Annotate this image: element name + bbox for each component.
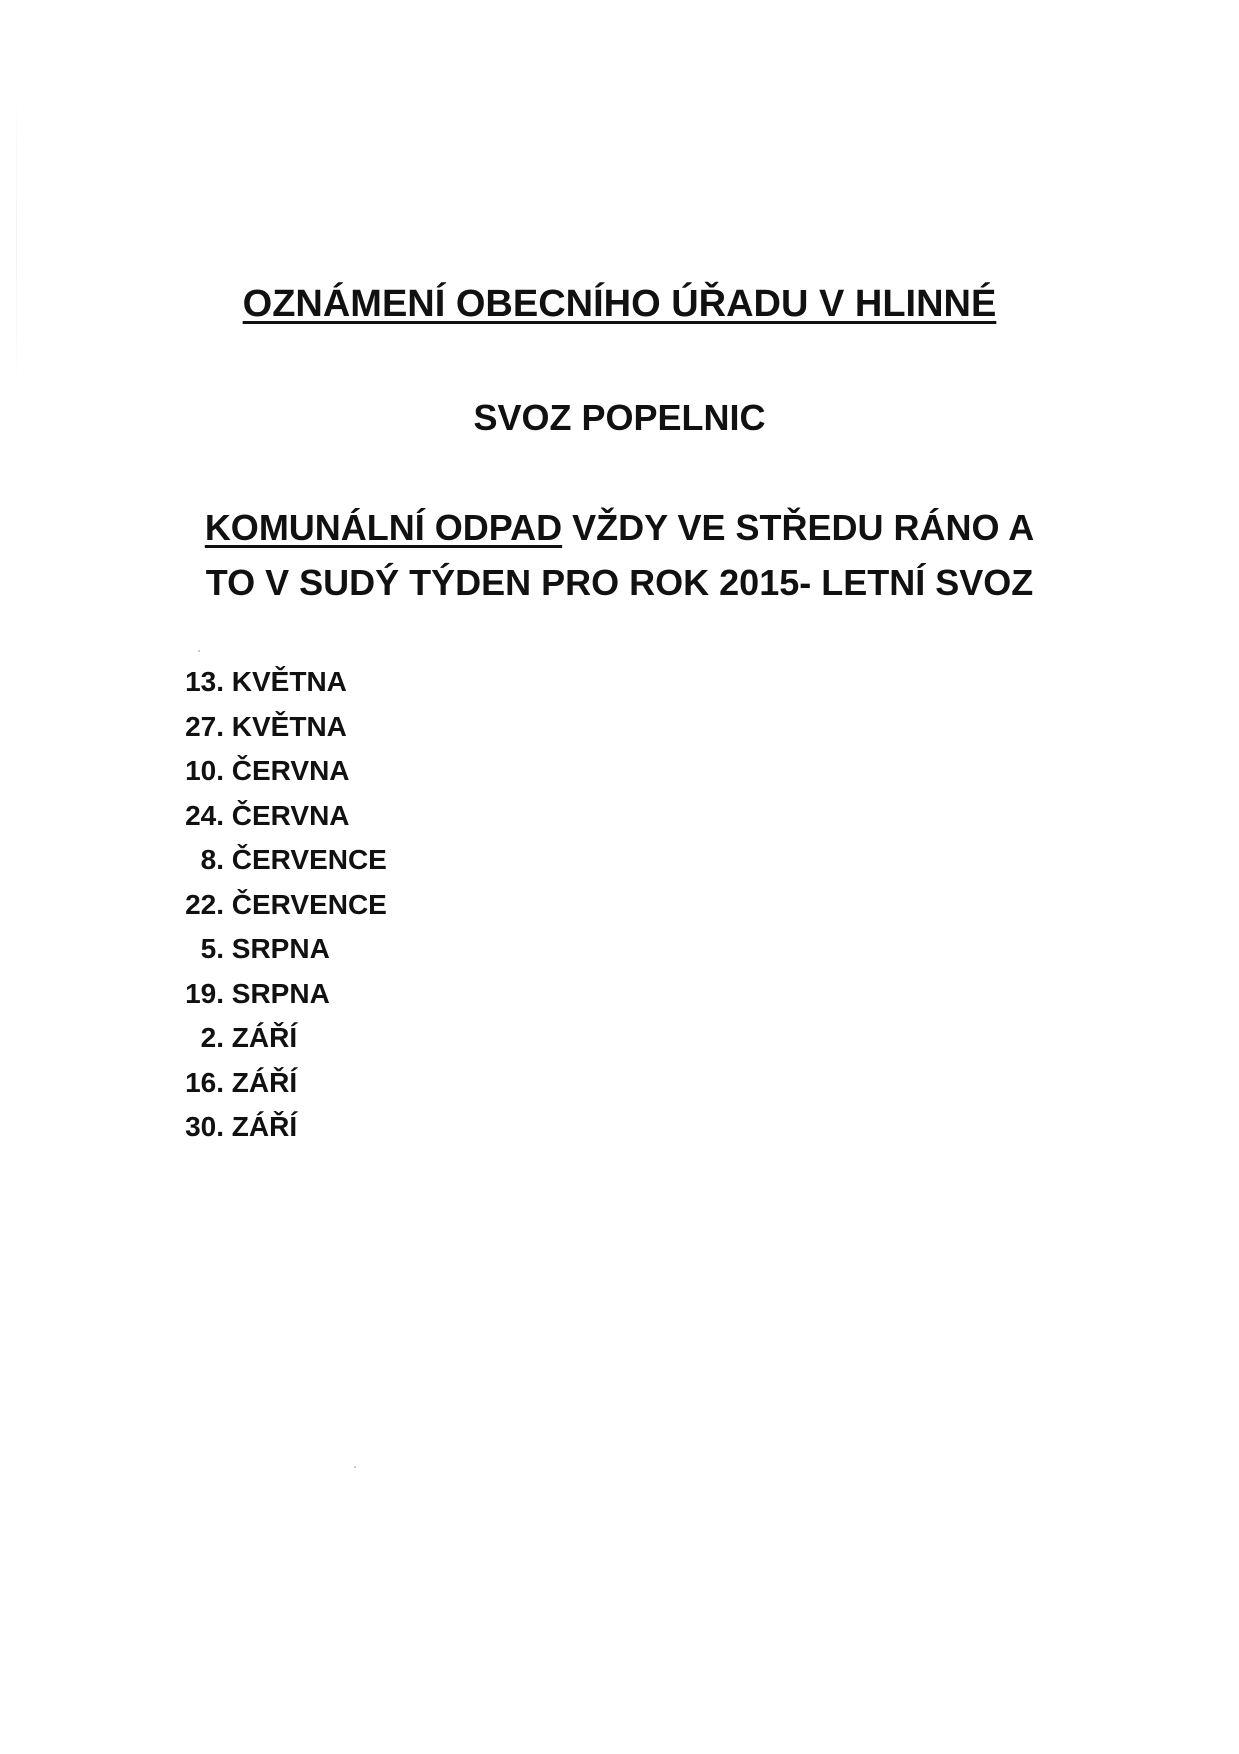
date-month: ZÁŘÍ bbox=[231, 1022, 298, 1053]
date-month: ZÁŘÍ bbox=[231, 1066, 298, 1098]
date-day: 19. bbox=[185, 977, 224, 1009]
page-subtitle: SVOZ POPELNIC bbox=[473, 397, 766, 438]
date-day: 10. bbox=[185, 755, 224, 786]
list-item bbox=[170, 660, 387, 705]
date-month: ČERVNA bbox=[231, 799, 350, 831]
list-item bbox=[170, 1061, 387, 1106]
date-day: 2. bbox=[200, 1022, 224, 1053]
scan-speck bbox=[354, 1466, 356, 1468]
date-day: 8. bbox=[200, 844, 224, 875]
date-month: ČERVENCE bbox=[231, 844, 387, 875]
list-item bbox=[170, 794, 387, 839]
collection-dates-list bbox=[170, 660, 387, 1150]
list-item bbox=[170, 705, 387, 750]
page-title bbox=[0, 283, 1239, 326]
notice-line-2: TO V SUDÝ TÝDEN PRO ROK 2015- LETNÍ SVOZ bbox=[205, 562, 1034, 603]
date-month: KVĚTNA bbox=[231, 666, 347, 697]
list-item bbox=[170, 1016, 387, 1061]
date-month: SRPNA bbox=[231, 977, 330, 1009]
date-month: SRPNA bbox=[231, 933, 330, 964]
date-day: 22. bbox=[185, 888, 224, 920]
list-item bbox=[170, 927, 387, 972]
date-month: ZÁŘÍ bbox=[231, 1111, 298, 1142]
date-day: 5. bbox=[200, 933, 224, 964]
date-day: 27. bbox=[185, 710, 224, 742]
notice-line-1 bbox=[0, 500, 1239, 555]
date-month: ČERVNA bbox=[231, 755, 350, 786]
list-item bbox=[170, 1105, 387, 1150]
date-day: 16. bbox=[185, 1066, 224, 1098]
date-day: 30. bbox=[185, 1111, 224, 1142]
collection-notice bbox=[0, 500, 1239, 610]
list-item bbox=[170, 972, 387, 1017]
list-item bbox=[170, 838, 387, 883]
date-month: KVĚTNA bbox=[231, 710, 347, 742]
notice-line-1-rest: VŽDY VE STŘEDU RÁNO A bbox=[562, 507, 1035, 548]
date-month: ČERVENCE bbox=[231, 888, 387, 920]
date-day: 13. bbox=[185, 666, 224, 697]
page-title-text: OZNÁMENÍ OBECNÍHO ÚŘADU V HLINNÉ bbox=[242, 283, 997, 325]
scan-edge-shadow bbox=[16, 90, 17, 390]
list-item bbox=[170, 883, 387, 928]
date-day: 24. bbox=[185, 799, 224, 831]
notice-underlined-text: KOMUNÁLNÍ ODPAD bbox=[204, 507, 563, 548]
scan-speck bbox=[198, 650, 200, 652]
list-item bbox=[170, 749, 387, 794]
